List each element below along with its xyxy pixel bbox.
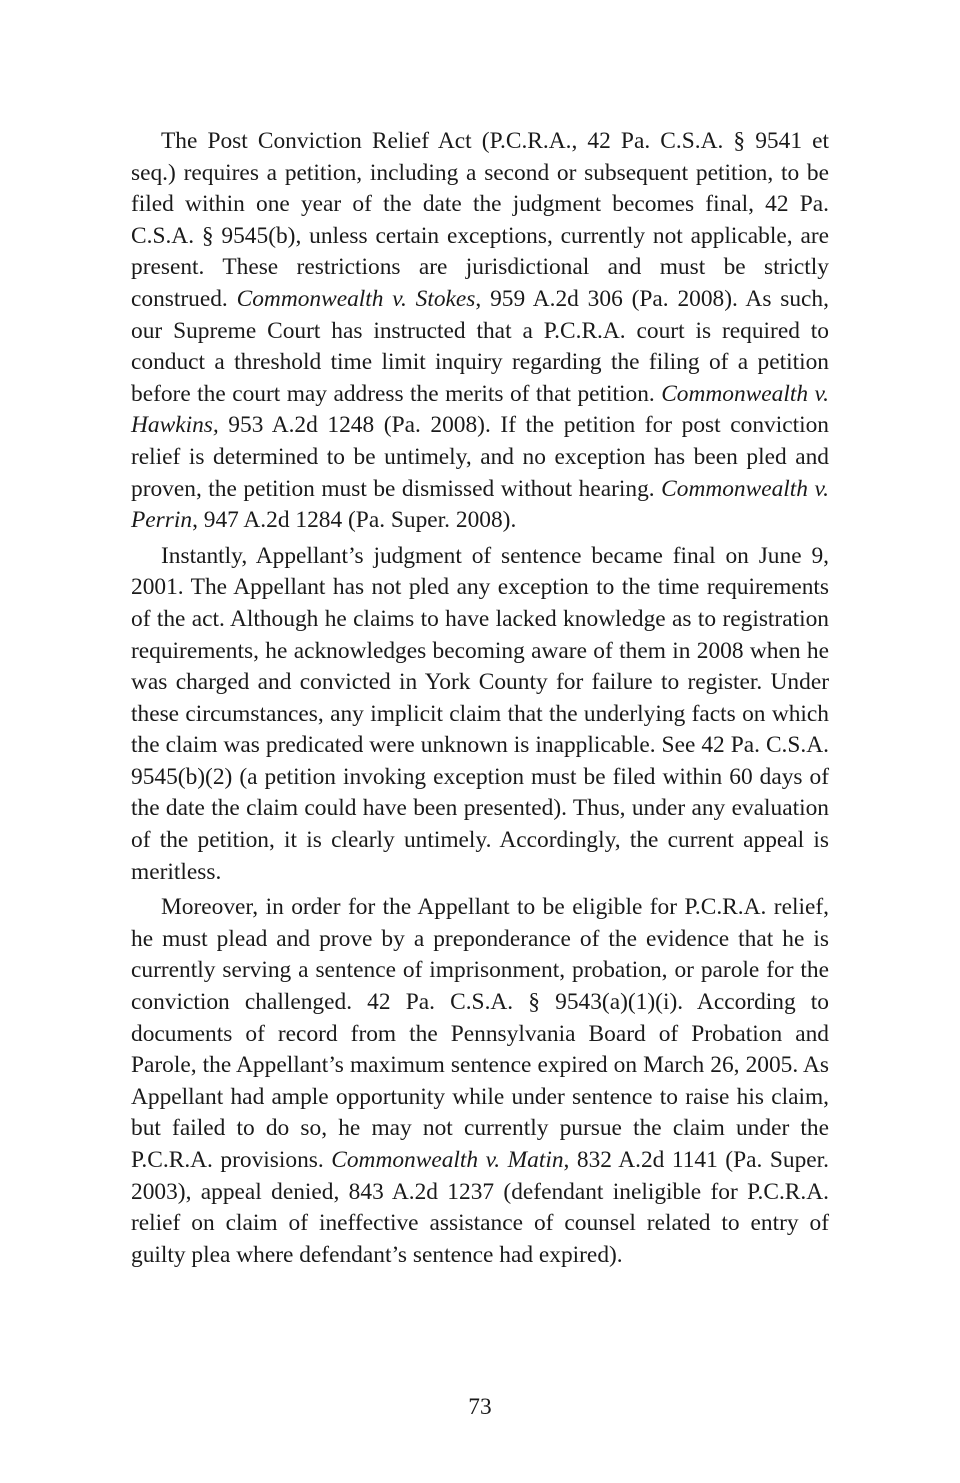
case-citation-perrin: Commonwealth v. Perrin xyxy=(131,475,829,534)
page-number: 73 xyxy=(468,1394,492,1420)
case-citation-stokes: Commonwealth v. Stokes xyxy=(236,285,476,312)
paragraph-1-text: , 947 A.2d 1284 (Pa. Super. 2008). xyxy=(192,507,517,534)
page-body xyxy=(131,126,829,1275)
paragraph-1-text: 953 A.2d 1248 (Pa. 2008). If the petition for post conviction relief is determined to be untimely, and no exception has been pled and proven, the petition must be dismissed without hearing. xyxy=(131,412,829,502)
paragraph-3 xyxy=(131,892,829,1271)
paragraph-3-text: Moreover, in order for the Appellant to be eligible for P.C.R.A. relief, he must plead and prove by a preponderance of the evidence that he is currently serving a sentence of imprisonment, probation, or parole for the conviction challenged. 42 Pa. C.S.A. § 9543(a)(1)(i). According to documents of record from the Pennsylvania Board of Probation and Parole, the Appellant’s maximum sentence expired on March 26, 2005. As Appellant had ample opportunity while under sentence to raise his claim, but failed to do so, he may not currently pursue the claim under the P.C.R.A. provisions. xyxy=(131,894,829,1173)
paragraph-1 xyxy=(131,126,829,537)
case-citation-hawkins: Commonwealth v. Hawkins, xyxy=(131,380,829,439)
paragraph-2 xyxy=(131,541,829,889)
paragraph-1-text: , 959 A.2d 306 (Pa. 2008). As such, our Supreme Court has instructed that a P.C.R.A. court is required to conduct a threshold time limit inquiry regarding the filing of a petition before the court may address the merits of that petition. xyxy=(131,285,829,407)
paragraph-1-text: The Post Conviction Relief Act (P.C.R.A., 42 Pa. C.S.A. § 9541 et seq.) requires a petition, including a second or subsequent petition, to be filed within one year of the date the judgment becomes final, 42 Pa. C.S.A. § 9545(b), unless certain exceptions, currently not applicable, are present. These restrictions are jurisdictional and must be strictly construed. xyxy=(131,128,829,312)
paragraph-3-text: , 832 A.2d 1141 (Pa. Super. 2003), appeal denied, 843 A.2d 1237 (defendant ineligible for P.C.R.A. relief on claim of ineffective assistance of counsel related to entry of guilty plea where defendant’s sentence had expired). xyxy=(131,1147,829,1268)
paragraph-2-text: Instantly, Appellant’s judgment of sentence became final on June 9, 2001. The Appellant has not pled any exception to the time requirements of the act. Although he claims to have lacked knowledge as to registration requirements, he acknowledges becoming aware of them in 2008 when he was charged and convicted in York County for failure to register. Under these circumstances, any implicit claim that the underlying facts on which the claim was predicated were unknown is inapplicable. See 42 Pa. C.S.A. 9545(b)(2) (a petition invoking exception must be filed within 60 days of the date the claim could have been presented). Thus, under any evaluation of the petition, it is clearly untimely. Accordingly, the current appeal is meritless. xyxy=(131,542,829,885)
case-citation-matin: Commonwealth v. Matin xyxy=(331,1147,564,1173)
